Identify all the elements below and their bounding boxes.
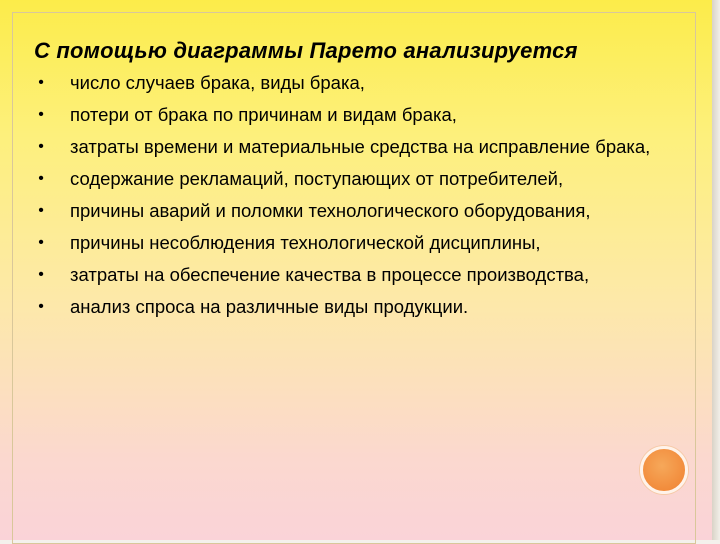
bullet-marker: •	[38, 202, 44, 219]
slide-content	[34, 36, 654, 326]
bullet-text: содержание рекламаций, поступающих от потребителей,	[70, 168, 564, 189]
bullet-text: анализ спроса на различные виды продукции.	[70, 296, 469, 317]
bullet-item	[34, 198, 654, 223]
bullet-marker: •	[38, 74, 44, 91]
bullet-text: причины аварий и поломки технологического оборудования,	[70, 200, 591, 221]
bullet-item	[34, 262, 654, 287]
bullet-marker: •	[38, 298, 44, 315]
bullet-text: причины несоблюдения технологической дисциплины,	[70, 232, 541, 253]
bullet-item	[34, 166, 654, 191]
bullet-item	[34, 134, 654, 159]
slide-edge-shadow	[712, 0, 720, 540]
bullet-marker: •	[38, 266, 44, 283]
bullet-item	[34, 230, 654, 255]
bullet-list	[34, 70, 654, 319]
decorative-orange-circle	[640, 446, 688, 494]
slide-heading: С помощью диаграммы Парето анализируется	[34, 38, 578, 63]
bullet-text: затраты на обеспечение качества в процессе производства,	[70, 264, 590, 285]
bullet-item	[34, 70, 654, 95]
bullet-marker: •	[38, 138, 44, 155]
bullet-text: затраты времени и материальные средства на исправление брака,	[70, 136, 651, 157]
bullet-marker: •	[38, 234, 44, 251]
bullet-marker: •	[38, 170, 44, 187]
bullet-item	[34, 294, 654, 319]
bullet-text: число случаев брака, виды брака,	[70, 72, 365, 93]
bullet-item	[34, 102, 654, 127]
bullet-text: потери от брака по причинам и видам брака,	[70, 104, 457, 125]
bullet-marker: •	[38, 106, 44, 123]
